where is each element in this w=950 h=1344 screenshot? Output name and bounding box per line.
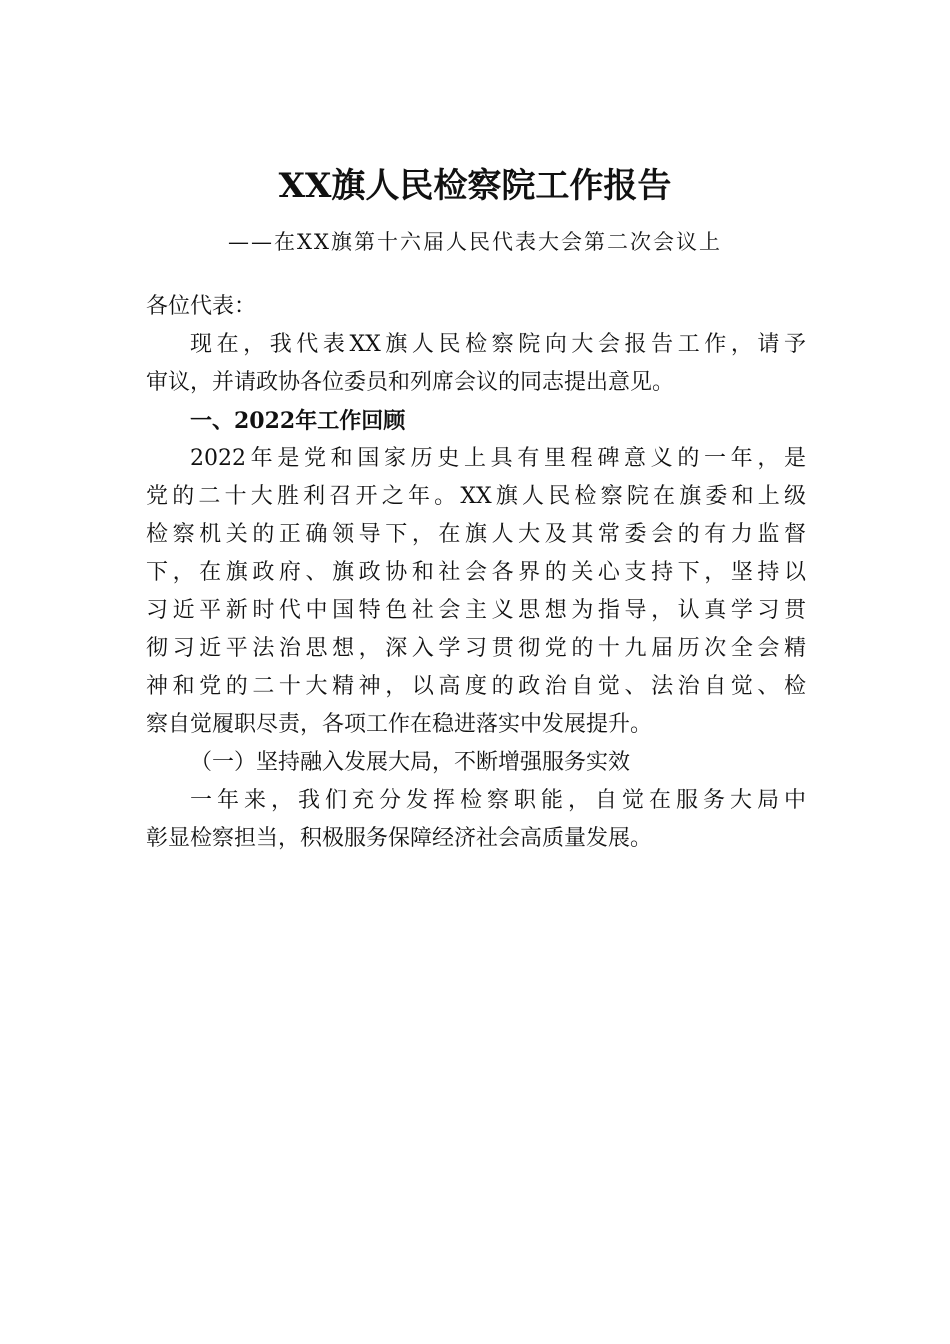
paragraph-line: 党的二十大胜利召开之年。XX旗人民检察院在旗委和上级 (146, 484, 806, 509)
document-body (146, 288, 806, 858)
paragraph-line: 察自觉履职尽责，各项工作在稳进落实中发展提升。 (146, 712, 653, 737)
salutation: 各位代表： (146, 294, 257, 319)
paragraph-line: 彻习近平法治思想，深入学习贯彻党的十九届历次全会精 (146, 636, 806, 661)
section-heading: 一、2022年工作回顾 (190, 408, 406, 434)
document-title: XX旗人民检察院工作报告 (278, 166, 672, 206)
paragraph-line: 一年来，我们充分发挥检察职能，自觉在服务大局中 (190, 788, 806, 813)
paragraph-line: 2022年是党和国家历史上具有里程碑意义的一年，是 (190, 446, 806, 471)
document-subtitle: ——在XX旗第十六届人民代表大会第二次会议上 (228, 230, 722, 254)
paragraph-line: 检察机关的正确领导下，在旗人大及其常委会的有力监督 (146, 522, 806, 547)
paragraph-line: 习近平新时代中国特色社会主义思想为指导，认真学习贯 (146, 598, 806, 623)
intro-line: 现在，我代表XX旗人民检察院向大会报告工作，请予 (190, 332, 806, 357)
paragraph-line: 下，在旗政府、旗政协和社会各界的关心支持下，坚持以 (146, 560, 806, 585)
intro-line: 审议，并请政协各位委员和列席会议的同志提出意见。 (146, 370, 675, 395)
subsection-heading: （一）坚持融入发展大局，不断增强服务实效 (190, 750, 631, 775)
paragraph-line: 神和党的二十大精神，以高度的政治自觉、法治自觉、检 (146, 674, 806, 699)
paragraph-line: 彰显检察担当，积极服务保障经济社会高质量发展。 (146, 826, 653, 851)
